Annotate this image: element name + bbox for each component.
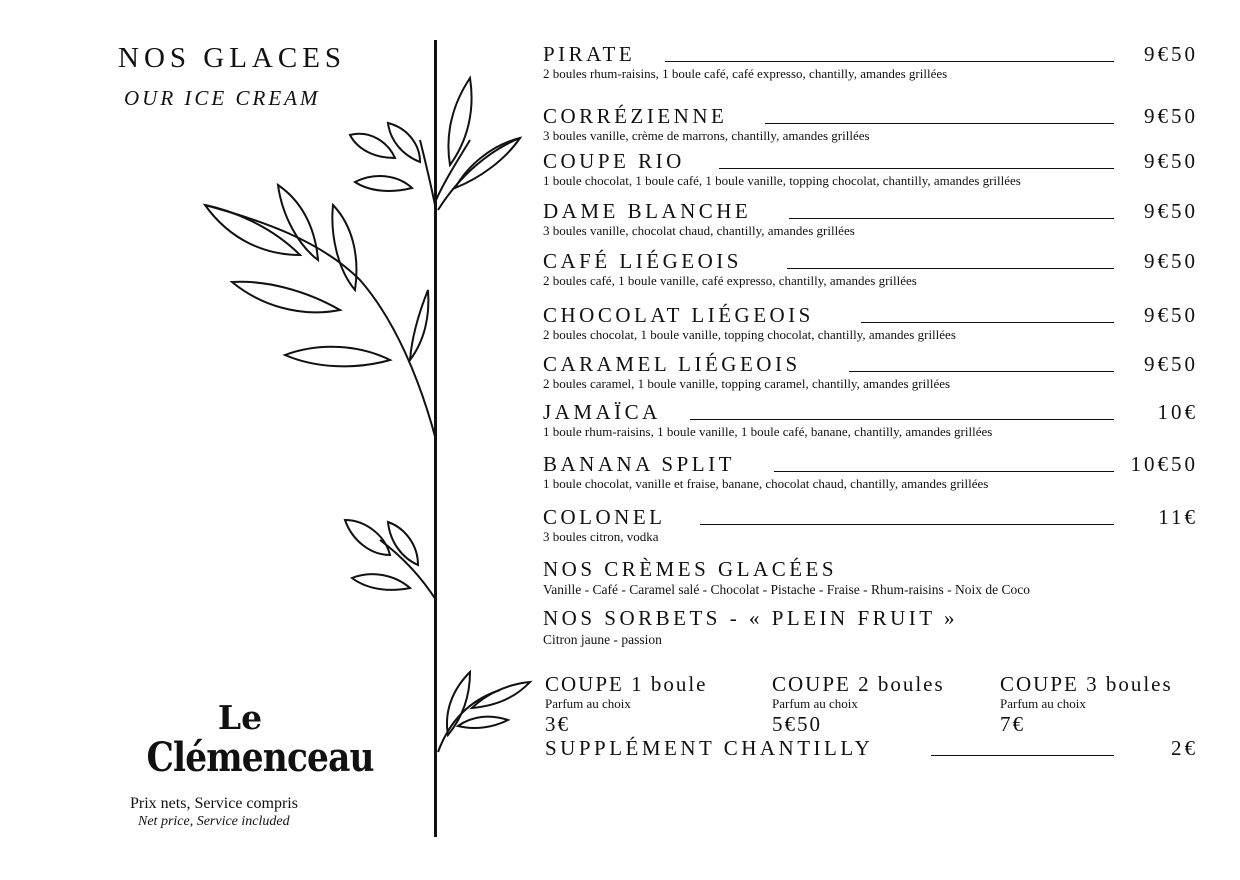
menu-item [543, 400, 1198, 440]
item-price: 9€50 [1144, 149, 1198, 173]
item-name: CHOCOLAT LIÉGEOIS [543, 303, 814, 327]
coupe-option [1000, 672, 1173, 737]
leader-line [931, 755, 1114, 756]
coupe-subtitle: Parfum au choix [1000, 696, 1086, 711]
item-price: 11€ [1158, 505, 1198, 529]
cremes-title: NOS CRÈMES GLACÉES [543, 557, 838, 581]
menu-item [543, 149, 1198, 189]
coupe-name: COUPE 1 boule [545, 672, 708, 696]
supplement-price: 2€ [1171, 736, 1198, 760]
leader-line [787, 268, 1114, 269]
item-description: 1 boule chocolat, 1 boule café, 1 boule vanille, topping chocolat, chantilly, amandes grillées [543, 173, 1021, 188]
price-note-fr: Prix nets, Service compris [130, 795, 298, 812]
item-name: CAFÉ LIÉGEOIS [543, 249, 742, 273]
item-price: 10€ [1157, 400, 1198, 424]
supplement-item [543, 736, 1198, 762]
item-price: 9€50 [1144, 199, 1198, 223]
cremes-flavours: Vanille - Café - Caramel salé - Chocolat - Pistache - Fraise - Rhum-raisins - Noix de Coco [543, 582, 1030, 597]
item-price: 9€50 [1144, 352, 1198, 376]
item-name: BANANA SPLIT [543, 452, 735, 476]
item-price: 10€50 [1130, 452, 1198, 476]
menu-item [543, 104, 1198, 144]
menu-item [543, 42, 1198, 82]
coupe-option [545, 672, 708, 737]
item-name: CARAMEL LIÉGEOIS [543, 352, 801, 376]
leader-line [789, 218, 1114, 219]
brand-logo [128, 698, 374, 786]
item-name: COLONEL [543, 505, 666, 529]
item-description: 2 boules rhum-raisins, 1 boule café, café expresso, chantilly, amandes grillées [543, 66, 948, 81]
leader-line [849, 371, 1114, 372]
menu-item [543, 199, 1198, 239]
item-name: COUPE RIO [543, 149, 685, 173]
coupe-name: COUPE 2 boules [772, 672, 945, 696]
menu-item [543, 452, 1198, 492]
leader-line [665, 61, 1114, 62]
sorbets-title: NOS SORBETS - « PLEIN FRUIT » [543, 606, 958, 630]
brand-logo-line2: Clémenceau [146, 734, 374, 781]
item-name: CORRÉZIENNE [543, 104, 728, 128]
coupe-name: COUPE 3 boules [1000, 672, 1173, 696]
leader-line [690, 419, 1114, 420]
item-price: 9€50 [1144, 249, 1198, 273]
coupe-price: 3€ [545, 712, 570, 736]
coupe-price: 5€50 [772, 712, 822, 736]
item-description: 1 boule rhum-raisins, 1 boule vanille, 1 boule café, banane, chantilly, amandes grillées [543, 424, 993, 439]
item-price: 9€50 [1144, 42, 1198, 66]
menu-item [543, 303, 1198, 343]
menu-item [543, 249, 1198, 289]
item-name: PIRATE [543, 42, 636, 66]
supplement-name: SUPPLÉMENT CHANTILLY [545, 736, 874, 760]
brand-logo-line1: Le [217, 698, 263, 737]
menu-item [543, 505, 1198, 545]
leader-line [861, 322, 1114, 323]
item-price: 9€50 [1144, 303, 1198, 327]
coupe-subtitle: Parfum au choix [545, 696, 631, 711]
page-subtitle: OUR ICE CREAM [124, 86, 321, 110]
item-description: 1 boule chocolat, vanille et fraise, banane, chocolat chaud, chantilly, amandes grillées [543, 476, 989, 491]
coupe-price: 7€ [1000, 712, 1025, 736]
item-description: 3 boules citron, vodka [543, 529, 659, 544]
menu-item [543, 352, 1198, 392]
leader-line [700, 524, 1114, 525]
coupe-subtitle: Parfum au choix [772, 696, 858, 711]
leader-line [765, 123, 1114, 124]
item-description: 2 boules café, 1 boule vanille, café expresso, chantilly, amandes grillées [543, 273, 917, 288]
leader-line [719, 168, 1114, 169]
item-description: 3 boules vanille, crème de marrons, chantilly, amandes grillées [543, 128, 870, 143]
item-description: 2 boules chocolat, 1 boule vanille, topping chocolat, chantilly, amandes grillées [543, 327, 956, 342]
item-price: 9€50 [1144, 104, 1198, 128]
item-name: DAME BLANCHE [543, 199, 752, 223]
leader-line [774, 471, 1114, 472]
vertical-divider [434, 40, 437, 837]
price-note-en: Net price, Service included [138, 814, 290, 829]
page-title: NOS GLACES [118, 42, 347, 74]
item-name: JAMAÏCA [543, 400, 661, 424]
item-description: 3 boules vanille, chocolat chaud, chantilly, amandes grillées [543, 223, 855, 238]
item-description: 2 boules caramel, 1 boule vanille, topping caramel, chantilly, amandes grillées [543, 376, 951, 391]
coupe-option [772, 672, 945, 737]
sorbets-flavours: Citron jaune - passion [543, 632, 662, 647]
